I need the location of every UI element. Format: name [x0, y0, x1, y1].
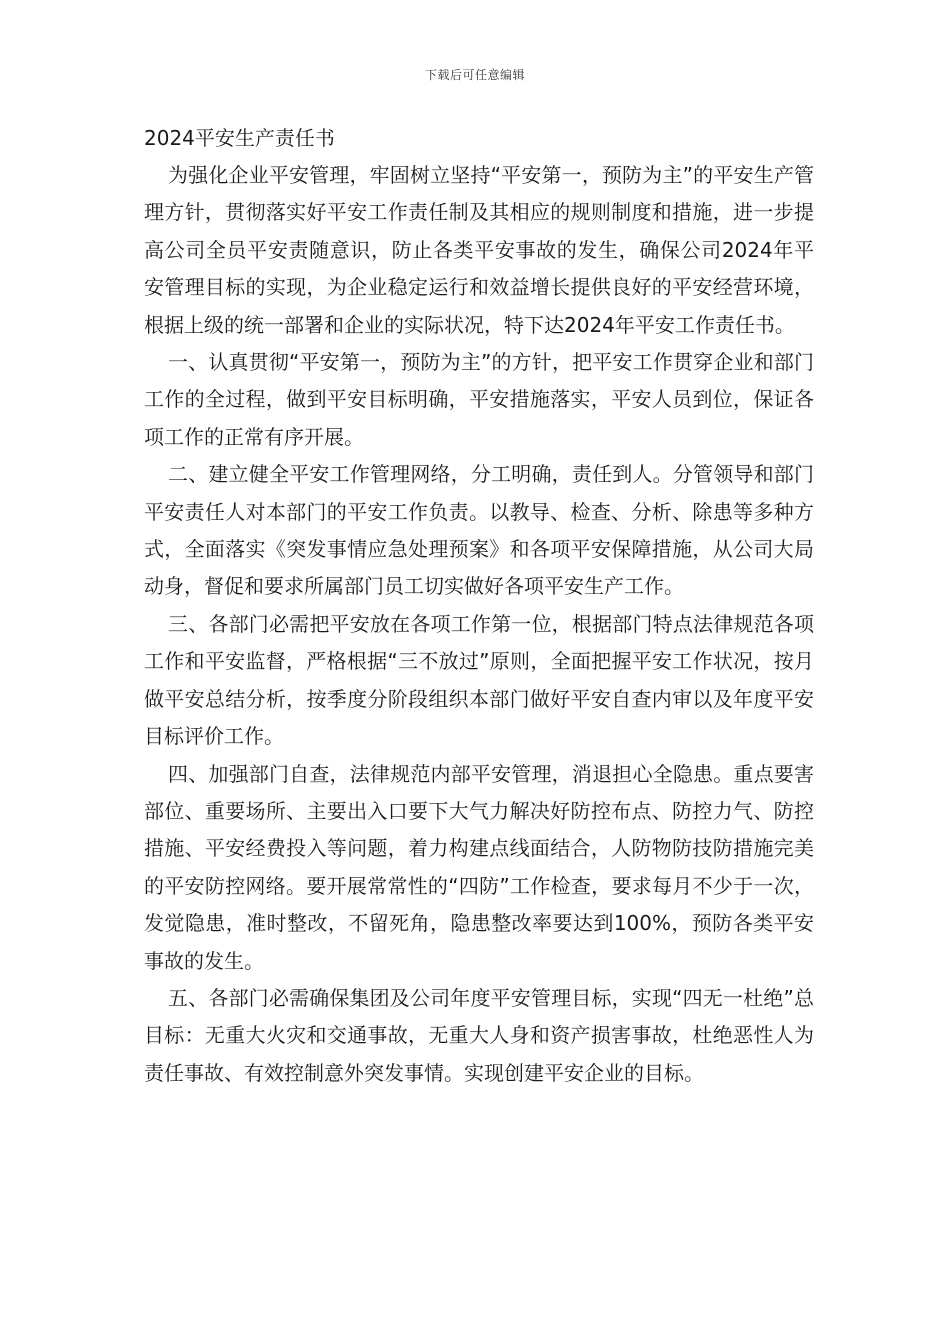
paragraph-3: 三、各部门必需把平安放在各项工作第一位，根据部门特点法律规范各项工作和平安监督，严格根据“三不放过”原则，全面把握平安工作状况，按月做平安总结分析，按季度分阶段组织本部门做好平安自查内审以及年度平安目标评价工作。 — [144, 611, 814, 749]
paragraph-5: 五、各部门必需确保集团及公司年度平安管理目标，实现“四无一杜绝”总目标：无重大火灾和交通事故，无重大人身和资产损害事故，杜绝恶性人为责任事故、有效控制意外突发事情。实现创建平安企业的目标。 — [144, 985, 814, 1085]
paragraph-4: 四、加强部门自查，法律规范内部平安管理，消退担心全隐患。重点要害部位、重要场所、主要出入口要下大气力解决好防控布点、防控力气、防控措施、平安经费投入等问题，着力构建点线面结合，人防物防技防措施完美的平安防控网络。要开展常常性的“四防”工作检查，要求每月不少于一次，发觉隐患，准时整改，不留死角，隐患整改率要达到100%，预防各类平安事故的发生。 — [144, 761, 814, 973]
paragraph-2: 二、建立健全平安工作管理网络，分工明确，责任到人。分管领导和部门平安责任人对本部门的平安工作负责。以教导、检查、分析、除患等多种方式，全面落实《突发事情应急处理预案》和各项平安保障措施，从公司大局动身，督促和要求所属部门员工切实做好各项平安生产工作。 — [144, 462, 814, 599]
paragraph-intro: 为强化企业平安管理，牢固树立坚持“平安第一，预防为主”的平安生产管理方针，贯彻落实好平安工作责任制及其相应的规则制度和措施，进一步提高公司全员平安责随意识，防止各类平安事故的发生，确保公司2024年平安管理目标的实现，为企业稳定运行和效益增长提供良好的平安经营环境，根据上级的统一部署和企业的实际状况，特下达2024年平安工作责任书。 — [144, 163, 814, 337]
header-note: 下载后可任意编辑 — [424, 68, 525, 82]
document-title: 2024平安生产责任书 — [144, 126, 335, 150]
paragraph-1: 一、认真贯彻“平安第一，预防为主”的方针，把平安工作贯穿企业和部门工作的全过程，做到平安目标明确，平安措施落实，平安人员到位，保证各项工作的正常有序开展。 — [144, 350, 814, 449]
document-body — [144, 120, 814, 1092]
